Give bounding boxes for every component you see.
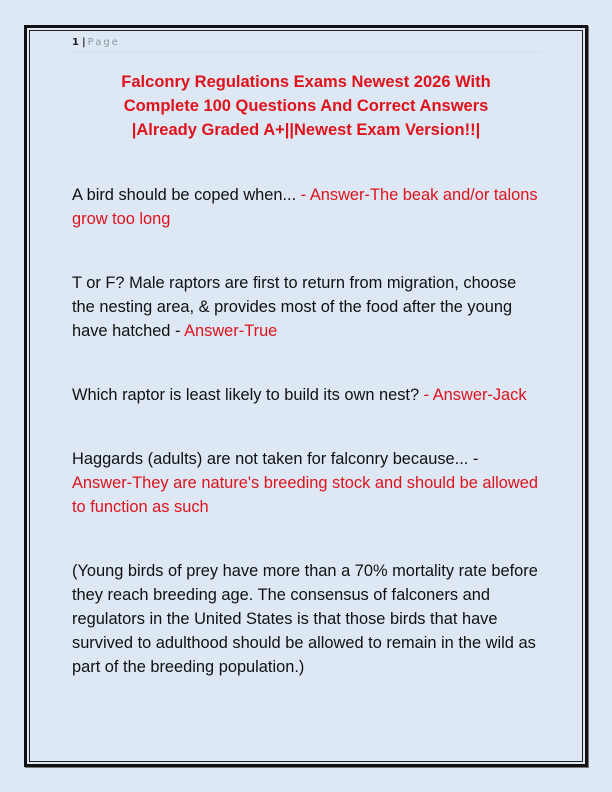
answer-text: - Answer-Jack — [423, 386, 527, 404]
question-text: Which raptor is least likely to build its own nest? — [72, 386, 424, 404]
qa-item — [72, 383, 542, 407]
answer-text: Answer-True — [184, 322, 278, 340]
question-text: Haggards (adults) are not taken for falconry because... - — [72, 450, 479, 468]
answer-text: Answer-They are nature's breeding stock and should be allowed to function as such — [72, 474, 538, 516]
qa-item — [72, 271, 542, 343]
explanation-text: (Young birds of prey have more than a 70% mortality rate before they reach breeding age. The consensus of falconers and regulators in the United States is that those birds that have survived to adulthood should be allowed to remain in the wild as part of the breeding population.) — [72, 562, 538, 676]
page-header — [72, 36, 543, 53]
title-line-1: Falconry Regulations Exams Newest 2026 With — [121, 73, 491, 91]
title-line-2: Complete 100 Questions And Correct Answers — [123, 97, 489, 115]
qa-item — [72, 447, 542, 519]
header-separator: | — [81, 37, 86, 48]
answer-text: - Answer-The beak and/or talons grow too long — [72, 186, 538, 228]
page-label: Page — [87, 37, 120, 48]
qa-list — [72, 183, 542, 679]
explanation-paragraph — [72, 559, 542, 679]
title-line-3: |Already Graded A+||Newest Exam Version!!| — [131, 121, 481, 139]
qa-item — [72, 183, 542, 231]
document-title — [72, 70, 540, 142]
question-text: T or F? Male raptors are first to return from migration, choose the nesting area, & provides most of the food after the young have hatched - — [72, 274, 517, 340]
page-number: 1 — [72, 37, 79, 48]
question-text: A bird should be coped when... — [72, 186, 301, 204]
